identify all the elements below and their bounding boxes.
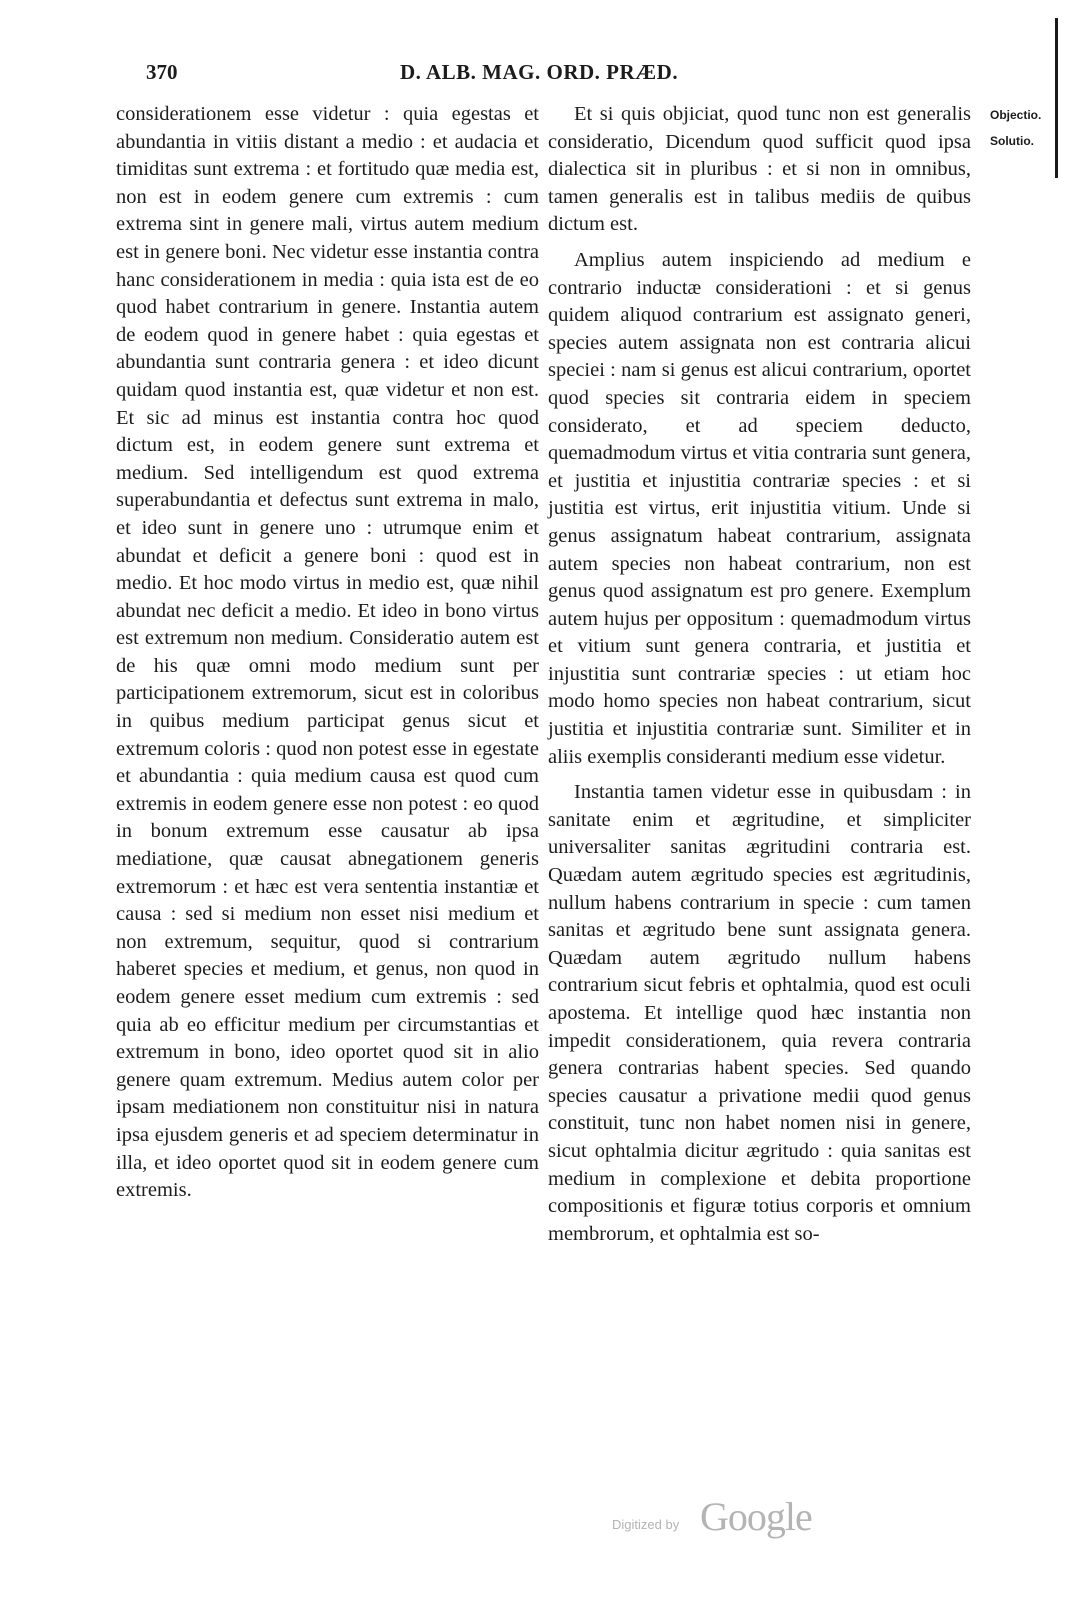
right-paragraph-3: Instantia tamen videtur esse in quibusdam : in sanitate enim et ægritudine, et simpliciter universaliter sanitas ægritudini contraria est. Quædam autem ægritudo species est ægritudinis, nullum habens contrarium in specie : cum tamen sanitas et ægritudo bene sunt assignata genera. Quædam autem ægritudo nullum habens contrarium sicut febris et ophtalmia, quod est oculi apostema. Et intellige quod hæc instantia non impedit considerationem, quia revera contraria genera contrarias habent species. Sed quando species causatur a privatione medii quod genus constituit, tunc non habet nomen nisi in genere, sicut ophtalmia dicitur ægritudo : quia sanitas est medium in complexione et debita proportione compositionis et figuræ totius corporis et omnium membrorum, et ophtalmia est so- bbox=[548, 781, 971, 1245]
left-paragraph-1: considerationem esse videtur : quia egestas et abundantia in vitiis distant a medio : et audacia et timiditas sunt extrema : et fortitudo quæ media est, non est in eodem genere cum extremis : cum extrema sint in genere mali, virtus autem medium est in genere boni. Nec videtur esse instantia contra hanc considerationem in media : quia ista est de eo quod habet contrarium in genere. Instantia autem de eodem quod in genere habet : quia egestas et abundantia sunt contraria genera : et ideo dicunt quidam quod instantia est, quæ videtur et non est. Et sic ad minus est instantia contra hoc quod dictum est, in eodem genere sunt extrema et medium. Sed intelligendum est quod extrema superabundantia et defectus sunt extrema in malo, et ideo sunt in genere uno : utrumque enim et abundat et deficit a genere boni : quod est in medio. Et hoc modo virtus in medio est, quæ nihil abundat nec deficit a medio. Et ideo in bono virtus est extremum non medium. Consideratio autem est de his quæ omni modo medium sunt per participationem extremorum, sicut est in coloribus in quibus medium participat genus sicut et extremum coloris : quod non potest esse in egestate et abundantia : quia medium causa est quod cum extremis in eodem genere esse non potest : eo quod in bonum extremum esse causatur ab ipsa mediatione, quæ causat abnegationem generis extremorum : et hæc est vera sententia instantiæ et causa : sed si medium non esset nisi medium et non extremum, sequitur, quod si contrarium haberet species et medium, et genus, non quod in eodem genere esset medium cum extremis : sed quia ab eo efficitur medium per circumstantias et extremum in bono, ideo oportet quod sit in alio genere quam extremum. Medius autem color per ipsam mediationem non constituitur nisi in natura ipsa ejusdem generis et ad speciem determinatur in illa, et ideo oportet quod sit in eodem genere cum extremis. bbox=[116, 103, 539, 1202]
page-number: 370 bbox=[146, 60, 178, 84]
right-column bbox=[548, 101, 971, 1248]
running-head: D. ALB. MAG. ORD. PRÆD. bbox=[400, 60, 679, 84]
page-header bbox=[0, 56, 1089, 92]
margin-note-solutio: Solutio. bbox=[990, 134, 1034, 148]
margin-note-objectio: Objectio. bbox=[990, 108, 1042, 122]
left-column bbox=[116, 101, 539, 1205]
right-paragraph-1: Et si quis objiciat, quod tunc non est generalis consideratio, Dicendum quod sufficit quod ipsa dialectica sit in pluribus : et si non in omnibus, tamen generalis est in talibus mediis de quibus dictum est. bbox=[548, 103, 971, 236]
margin-rule bbox=[1055, 18, 1058, 178]
right-paragraph-2: Amplius autem inspiciendo ad medium e contrario inductæ considerationi : et si genus quidem aliquod contrarium est assignato generi, species autem assignata non est contraria alicui speciei : nam si genus est alicui contrarium, oportet quod species sit contraria eidem in speciem considerato, et ad speciem deducto, quemadmodum virtus et vitia contraria sunt genera, et justitia et injustitia contrariæ species : et si justitia est virtus, erit injustitia vitium. Unde si genus assignatum habeat contrarium, assignata autem species non habeat contrarium, non est genus quod assignatum est pro genere. Exemplum autem hujus per oppositum : quemadmodum virtus et vitium sunt genera contraria, et justitia et injustitia sunt contrariæ species : ut etiam hoc modo homo species non habeat contrarium, sicut justitia et injustitia contrariæ sunt. Similiter et in aliis exemplis consideranti medium esse videtur. bbox=[548, 248, 971, 768]
google-logo: Google bbox=[700, 1494, 812, 1539]
digitized-by-text: Digitized by bbox=[612, 1517, 680, 1532]
margin-notes bbox=[990, 108, 1041, 160]
